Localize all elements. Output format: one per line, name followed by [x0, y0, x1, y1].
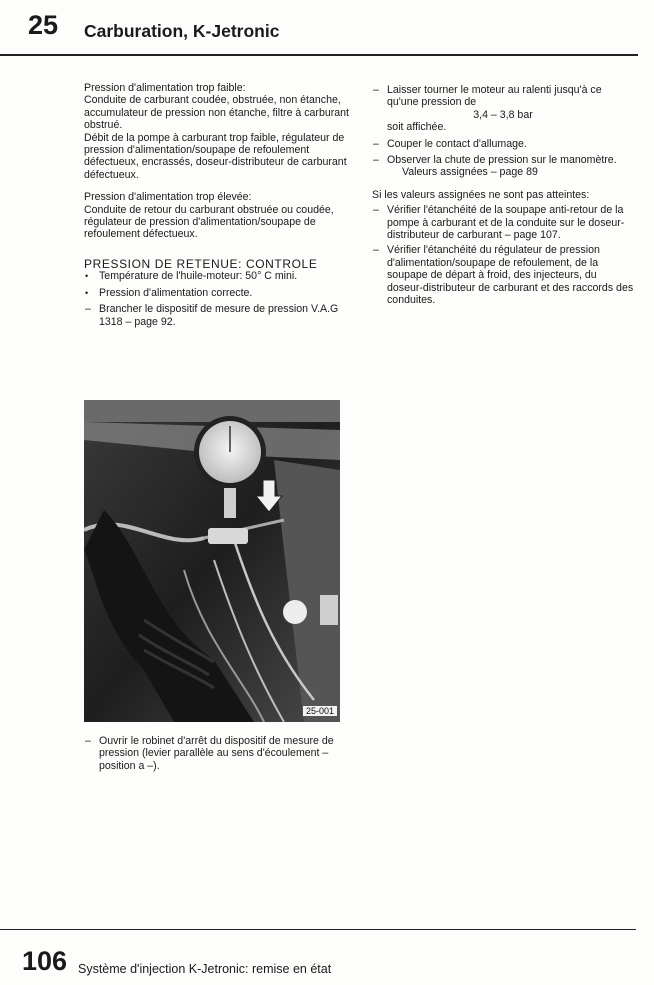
condition-text: Si les valeurs assignées ne sont pas atteintes: [372, 188, 590, 201]
engine-photo-drawing [84, 400, 340, 722]
dash-mark: – [373, 137, 379, 150]
list-item [84, 270, 350, 282]
list-item [372, 154, 634, 166]
step-text: Laisser tourner le moteur au ralenti jusqu'à ce qu'une pression de [387, 84, 602, 109]
assigned-values-ref: Valeurs assignées – page 89 [402, 166, 538, 179]
list-item [84, 303, 350, 328]
list-item [84, 287, 350, 299]
list-item [84, 735, 344, 772]
step-text: Vérifier l'étanchéité de la soupape anti-retour de la pompe à carburant et de la conduite sur le doseur-distributeur de carburant – page 107. [387, 204, 625, 242]
right-column [372, 84, 634, 307]
footer-title: Système d'injection K-Jetronic: remise en état [78, 962, 332, 976]
chapter-title: Carburation, K-Jetronic [84, 21, 280, 41]
dash-mark: – [373, 204, 379, 217]
list-item [372, 244, 634, 306]
list-item-text: Brancher le dispositif de mesure de pression V.A.G 1318 – page 92. [99, 303, 339, 328]
low-pressure-cause-1: Conduite de carburant coudée, obstruée, non étanche, accumulateur de pression non étanche, filtre à carburant obstrué. [84, 94, 349, 132]
list-item [372, 138, 634, 150]
figure-number: 25-001 [302, 705, 338, 717]
dash-mark: – [85, 735, 91, 747]
step-text: Vérifier l'étanchéité du régulateur de pression d'alimentation/soupape de refoulement, de la soupape de départ à froid, des injecteurs, du doseur-distributeur de carburant et des raccords des conduites. [387, 244, 634, 307]
list-item-text: Pression d'alimentation correcte. [99, 286, 253, 299]
chapter-number: 25 [28, 10, 59, 40]
photo-caption [84, 735, 344, 772]
dash-mark: – [373, 154, 379, 167]
bullet-mark: • [85, 271, 89, 282]
left-column [84, 82, 350, 328]
list-item [372, 204, 634, 241]
pressure-range: 3,4 – 3,8 bar [473, 108, 533, 121]
dash-mark: – [373, 84, 379, 96]
low-pressure-cause-2: Débit de la pompe à carburant trop faible, régulateur de pression d'alimentation/soupape de refoulement défectueux, encrassés, doseur-distributeur de carburant défectueux. [84, 131, 347, 181]
caption-text: Ouvrir le robinet d'arrêt du dispositif de mesure de pression (levier parallèle au sens d'écoulement – position a –). [99, 735, 334, 772]
dash-mark: – [85, 303, 91, 316]
engine-photo [84, 400, 340, 722]
bullet-mark: • [85, 287, 89, 298]
high-pressure-cause: Conduite de retour du carburant obstruée ou coudée, régulateur de pression d'alimentation/soupape de refoulement défectueux. [84, 203, 334, 241]
step-text-end: soit affichée. [387, 121, 447, 134]
high-pressure-heading: Pression d'alimentation trop élevée: [84, 191, 252, 204]
low-pressure-heading: Pression d'alimentation trop faible: [84, 82, 246, 94]
step-text: Observer la chute de pression sur le manomètre. [387, 154, 617, 167]
step-text: Couper le contact d'allumage. [387, 137, 527, 150]
header-rule [0, 54, 638, 56]
section-title: PRESSION DE RETENUE: CONTROLE [84, 256, 318, 271]
footer-rule [0, 929, 636, 930]
list-item-text: Température de l'huile-moteur: 50° C mini. [99, 270, 298, 283]
list-item [372, 84, 634, 109]
dash-mark: – [373, 244, 379, 257]
page-number: 106 [22, 946, 68, 976]
